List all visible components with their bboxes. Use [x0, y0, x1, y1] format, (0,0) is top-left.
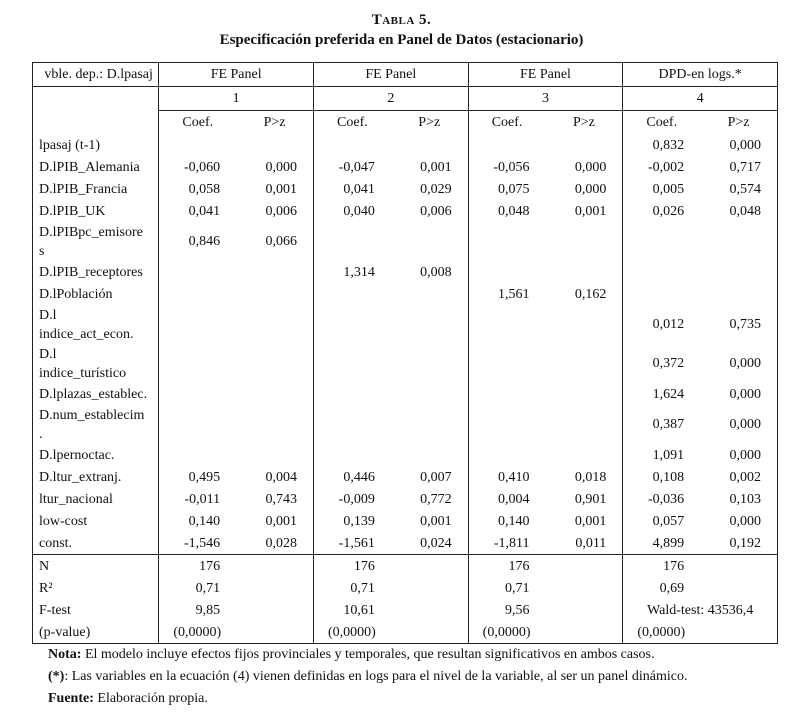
coef-cell: 1,091	[652, 447, 685, 463]
table-row	[33, 344, 778, 383]
p-header: P>z	[236, 111, 313, 135]
table-row	[33, 283, 778, 305]
stat-empty	[700, 621, 777, 644]
coef-cell: 0,410	[497, 469, 530, 485]
stat-value: 176	[314, 555, 391, 578]
stat-value: 9,56	[504, 602, 530, 618]
coef-cell: 0,012	[652, 317, 685, 332]
p-value-cell	[391, 283, 468, 305]
header-row-numbers	[33, 87, 778, 111]
coef-cell	[159, 261, 236, 283]
source-line	[48, 688, 687, 710]
p-value-cell	[545, 222, 622, 261]
coef-cell	[314, 444, 391, 466]
stat-value: 176	[623, 555, 700, 578]
coef-header: Coef.	[314, 111, 391, 135]
coef-cell: 0,446	[343, 469, 375, 485]
coef-cell: 1,314	[343, 264, 375, 280]
coef-cell: -0,060	[184, 159, 221, 175]
coef-cell: -0,036	[647, 491, 685, 507]
table-row	[33, 134, 778, 156]
coef-cell: 0,140	[497, 513, 530, 529]
p-value-cell: 0,000	[700, 510, 777, 532]
p-value-cell: 0,001	[236, 178, 313, 200]
stat-empty	[236, 577, 313, 599]
coef-cell	[159, 405, 236, 444]
stat-row	[33, 555, 778, 578]
p-value-cell: 0,901	[545, 488, 622, 510]
coef-cell: -0,011	[184, 491, 221, 507]
p-value-cell	[545, 383, 622, 405]
coef-cell: 0,026	[652, 203, 685, 219]
p-value-cell	[236, 305, 313, 344]
p-value-cell	[700, 222, 777, 261]
coef-cell	[314, 283, 391, 305]
coef-cell: 0,140	[188, 513, 221, 529]
stat-empty	[236, 599, 313, 621]
coef-cell	[468, 134, 545, 156]
p-header: P>z	[391, 111, 468, 135]
coef-cell	[159, 283, 236, 305]
table-title	[0, 10, 803, 50]
stat-empty	[545, 621, 622, 644]
p-value-cell: 0,008	[391, 261, 468, 283]
row-label: D.l indice_act_econ.	[33, 305, 159, 344]
stat-empty	[236, 555, 313, 578]
coef-cell	[314, 383, 391, 405]
p-value-cell: 0,004	[236, 466, 313, 488]
table-row	[33, 488, 778, 510]
stat-empty	[545, 555, 622, 578]
note-label: Nota:	[48, 647, 82, 662]
stat-value: 176	[468, 555, 545, 578]
stat-value: 9,85	[195, 602, 221, 618]
coef-cell	[468, 444, 545, 466]
stat-empty	[545, 599, 622, 621]
model-number-3: 3	[468, 87, 623, 111]
coef-cell: -0,056	[493, 159, 530, 175]
p-value-cell: 0,066	[236, 222, 313, 261]
table-row	[33, 178, 778, 200]
coef-cell: 0,057	[652, 513, 685, 529]
p-value-cell: 0,000	[545, 156, 622, 178]
row-label: D.ltur_extranj.	[33, 466, 159, 488]
p-value-cell: 0,162	[545, 283, 622, 305]
table-row	[33, 222, 778, 261]
stat-row	[33, 577, 778, 599]
p-value-cell: 0,006	[236, 200, 313, 222]
p-value-cell	[391, 134, 468, 156]
coef-cell: 0,372	[652, 356, 685, 371]
p-value-cell	[236, 134, 313, 156]
coef-cell	[468, 344, 545, 383]
coef-header: Coef.	[159, 111, 236, 135]
coef-cell: 0,846	[188, 234, 221, 249]
stat-label: (p-value)	[33, 621, 159, 644]
p-value-cell	[391, 444, 468, 466]
stat-value: 0,71	[350, 580, 375, 596]
p-value-cell: 0,574	[700, 178, 777, 200]
note-line	[48, 644, 687, 666]
coef-cell	[314, 222, 391, 261]
coef-cell: 0,387	[652, 417, 685, 432]
coef-cell	[159, 444, 236, 466]
p-value-cell: 0,000	[236, 156, 313, 178]
coef-cell	[159, 134, 236, 156]
row-label: D.lPIB_receptores	[33, 261, 159, 283]
model-header-4: DPD-en logs.*	[623, 63, 778, 87]
row-label: lpasaj (t-1)	[33, 134, 159, 156]
p-value-cell	[700, 261, 777, 283]
stat-label: F-test	[33, 599, 159, 621]
p-value-cell	[545, 305, 622, 344]
coef-cell	[159, 383, 236, 405]
row-label: D.lPIBpc_emisore s	[33, 222, 159, 261]
coef-cell: 0,040	[343, 203, 375, 219]
p-value-cell: 0,000	[700, 405, 777, 444]
table-row	[33, 261, 778, 283]
stat-value: 176	[159, 555, 236, 578]
table-row	[33, 200, 778, 222]
coef-cell: -1,546	[184, 535, 221, 551]
row-label: D.lPIB_UK	[33, 200, 159, 222]
row-label: D.l indice_turístico	[33, 344, 159, 383]
p-value-cell: 0,011	[545, 532, 622, 555]
row-label: D.lplazas_establec.	[33, 383, 159, 405]
table-row	[33, 405, 778, 444]
p-value-cell	[236, 444, 313, 466]
coef-cell: -0,009	[338, 491, 375, 507]
coef-cell	[468, 383, 545, 405]
stat-label: R²	[33, 577, 159, 599]
p-value-cell	[545, 261, 622, 283]
coef-cell: 0,108	[652, 469, 685, 485]
coef-cell: -1,811	[493, 535, 530, 551]
coef-cell	[468, 305, 545, 344]
table-row	[33, 466, 778, 488]
asterisk-label: (*)	[48, 669, 65, 684]
p-value-cell	[545, 134, 622, 156]
p-value-cell	[236, 405, 313, 444]
p-value-cell: 0,743	[236, 488, 313, 510]
table-row	[33, 383, 778, 405]
stat-value: 0,71	[195, 580, 221, 596]
coef-cell	[623, 222, 700, 261]
coef-cell	[159, 305, 236, 344]
stat-value: (0,0000)	[623, 621, 700, 644]
model-header-1: FE Panel	[159, 63, 314, 87]
p-value-cell	[545, 405, 622, 444]
p-value-cell: 0,000	[700, 383, 777, 405]
table-subtitle: Especificación preferida en Panel de Datos (estacionario)	[219, 32, 584, 48]
coef-cell: 1,624	[652, 386, 685, 402]
p-value-cell	[391, 344, 468, 383]
source-label: Fuente:	[48, 691, 94, 706]
header-row-models	[33, 63, 778, 87]
blank-label-cell	[33, 87, 159, 135]
p-value-cell: 0,001	[545, 200, 622, 222]
table-notes	[48, 644, 687, 710]
p-value-cell: 0,029	[391, 178, 468, 200]
stat-empty	[700, 577, 777, 599]
coef-cell: 0,058	[188, 181, 221, 197]
p-value-cell	[236, 383, 313, 405]
coef-cell: 4,899	[652, 535, 685, 551]
p-value-cell	[391, 405, 468, 444]
coef-cell: 0,005	[652, 181, 685, 197]
stat-empty	[391, 621, 468, 644]
coef-cell: 0,041	[343, 181, 375, 197]
p-value-cell: 0,007	[391, 466, 468, 488]
coef-cell: 0,495	[188, 469, 221, 485]
regression-table	[32, 62, 778, 644]
coef-cell	[623, 283, 700, 305]
coef-cell	[623, 261, 700, 283]
stat-empty	[545, 577, 622, 599]
coef-header: Coef.	[623, 111, 700, 135]
row-label: D.lPIB_Alemania	[33, 156, 159, 178]
coef-cell: 0,048	[497, 203, 530, 219]
p-value-cell	[236, 283, 313, 305]
row-label: D.lPoblación	[33, 283, 159, 305]
p-value-cell: 0,000	[545, 178, 622, 200]
coef-cell	[314, 344, 391, 383]
p-value-cell: 0,717	[700, 156, 777, 178]
coef-cell: -0,002	[647, 159, 685, 175]
table-row	[33, 305, 778, 344]
p-value-cell	[545, 344, 622, 383]
p-value-cell: 0,000	[700, 344, 777, 383]
table-row	[33, 532, 778, 555]
p-value-cell: 0,001	[236, 510, 313, 532]
coef-cell	[314, 305, 391, 344]
p-value-cell: 0,735	[700, 305, 777, 344]
table-number: Tabla 5.	[371, 12, 432, 28]
asterisk-note-line	[48, 666, 687, 688]
table-row	[33, 156, 778, 178]
p-value-cell: 0,018	[545, 466, 622, 488]
p-value-cell	[391, 305, 468, 344]
stat-label: N	[33, 555, 159, 578]
p-value-cell: 0,772	[391, 488, 468, 510]
stat-row	[33, 621, 778, 644]
row-label: D.lpernoctac.	[33, 444, 159, 466]
p-value-cell: 0,001	[391, 510, 468, 532]
p-value-cell: 0,028	[236, 532, 313, 555]
stat-value: 10,61	[343, 602, 375, 618]
p-value-cell: 0,000	[700, 444, 777, 466]
stat-empty	[391, 577, 468, 599]
note-text: El modelo incluye efectos fijos provinciales y temporales, que resultan significativos en ambos casos.	[81, 647, 655, 662]
coef-cell: -0,047	[338, 159, 375, 175]
coef-cell: 0,075	[497, 181, 530, 197]
p-value-cell	[391, 222, 468, 261]
p-value-cell: 0,024	[391, 532, 468, 555]
p-value-cell	[545, 444, 622, 466]
stat-value: (0,0000)	[159, 621, 236, 644]
p-value-cell: 0,001	[545, 510, 622, 532]
coef-cell	[314, 134, 391, 156]
row-label: low-cost	[33, 510, 159, 532]
p-value-cell	[700, 283, 777, 305]
row-label: const.	[33, 532, 159, 555]
coef-cell: 0,004	[497, 491, 530, 507]
p-value-cell	[236, 344, 313, 383]
stat-value: (0,0000)	[314, 621, 391, 644]
coef-cell	[159, 344, 236, 383]
p-value-cell: 0,002	[700, 466, 777, 488]
p-value-cell: 0,001	[391, 156, 468, 178]
stat-empty	[391, 599, 468, 621]
coef-cell: 0,139	[343, 513, 375, 529]
p-value-cell: 0,192	[700, 532, 777, 555]
model-header-2: FE Panel	[314, 63, 469, 87]
source-text: Elaboración propia.	[93, 691, 208, 706]
coef-cell	[468, 405, 545, 444]
stat-empty	[700, 555, 777, 578]
p-value-cell	[391, 383, 468, 405]
coef-cell: 1,561	[497, 286, 530, 302]
asterisk-text: : Las variables en la ecuación (4) vienen definidas en logs para el nivel de la variable, al ser un panel dinámico.	[64, 669, 688, 684]
model-header-3: FE Panel	[468, 63, 623, 87]
coef-cell: 0,041	[188, 203, 221, 219]
model-number-1: 1	[159, 87, 314, 111]
p-header: P>z	[545, 111, 622, 135]
row-label: D.num_establecim .	[33, 405, 159, 444]
table-row	[33, 510, 778, 532]
table-row	[33, 444, 778, 466]
p-value-cell: 0,103	[700, 488, 777, 510]
p-value-cell: 0,000	[700, 134, 777, 156]
stat-value: 0,71	[504, 580, 530, 596]
p-value-cell: 0,048	[700, 200, 777, 222]
p-value-cell: 0,006	[391, 200, 468, 222]
p-header: P>z	[700, 111, 777, 135]
stat-empty	[391, 555, 468, 578]
row-label: ltur_nacional	[33, 488, 159, 510]
stat-row	[33, 599, 778, 621]
model-number-4: 4	[623, 87, 778, 111]
wald-test-cell: Wald-test: 43536,4	[623, 599, 778, 621]
stat-empty	[236, 621, 313, 644]
model-number-2: 2	[314, 87, 469, 111]
coef-cell	[314, 405, 391, 444]
coef-cell	[468, 222, 545, 261]
dep-var-header: vble. dep.: D.lpasaj	[33, 63, 159, 87]
row-label: D.lPIB_Francia	[33, 178, 159, 200]
p-value-cell	[236, 261, 313, 283]
coef-cell: 0,832	[652, 137, 685, 153]
stat-value: 0,69	[659, 580, 685, 596]
coef-header: Coef.	[468, 111, 545, 135]
coef-cell	[468, 261, 545, 283]
stat-value: (0,0000)	[468, 621, 545, 644]
coef-cell: -1,561	[338, 535, 375, 551]
